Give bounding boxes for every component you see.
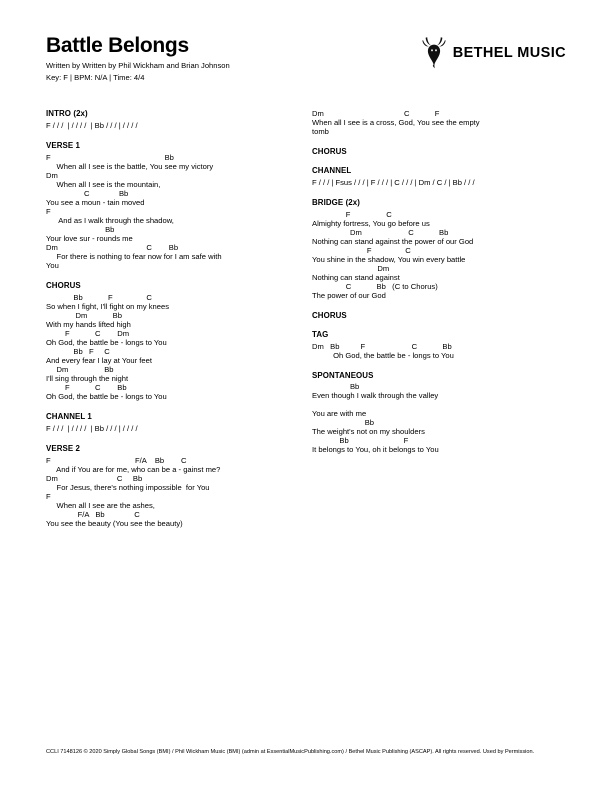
lyric-line: Oh God, the battle be - longs to You [312, 350, 454, 360]
chord-line: Dm C Bb [46, 473, 143, 483]
chord-line: Dm [46, 170, 58, 180]
chord-line: Bb [312, 418, 375, 428]
lyric-line: And if You are for me, who can be a - gainst me? [46, 464, 221, 474]
lyric-line: Even though I walk through the valley [312, 391, 439, 401]
lyric-line: Oh God, the battle be - longs to You [46, 337, 167, 347]
lyric-line: So when I fight, I'll fight on my knees [46, 301, 170, 311]
chord-line: Dm C F [312, 109, 440, 118]
section-verse-1 [46, 142, 300, 271]
section-label: INTRO (2x) [46, 109, 88, 118]
lyric-line: Oh God, the battle be - longs to You [46, 391, 167, 401]
lyric-line: The weight's not on my shoulders [312, 427, 425, 437]
lyric-line: When all I see are the ashes, [46, 500, 155, 510]
section-channel-1 [46, 413, 300, 434]
chord-line: F C Bb [46, 382, 127, 392]
deer-head-icon [421, 36, 447, 70]
chord-line: C Bb (C to Chorus) [312, 281, 438, 291]
lyric-line: You [46, 260, 59, 270]
section-tag [312, 331, 566, 361]
chord-line: Dm C Bb [312, 227, 449, 237]
bethel-music-logo [421, 30, 566, 70]
section-intro [46, 110, 300, 131]
section-verse-2-continued [312, 110, 566, 137]
chord-line: Dm Bb [46, 364, 114, 374]
chord-line: Dm Bb [46, 310, 122, 320]
section-chorus-ref-2 [312, 312, 566, 320]
section-label: CHORUS [46, 280, 81, 290]
lyric-line: With my hands lifted high [46, 319, 131, 329]
lyric-line: You see the beauty (You see the beauty) [46, 518, 183, 528]
chord-line: Bb F C [46, 346, 110, 356]
section-bridge [312, 199, 566, 301]
title-block [46, 30, 230, 83]
chord-line: F / / / | / / / / | Bb / / / | / / / / [46, 423, 138, 433]
lyric-line: And every fear I lay at Your feet [46, 355, 152, 365]
chord-line: Bb [46, 224, 115, 234]
chord-line: F / / / | Fsus / / / | F / / / | C / / / | Dm / C / | Bb / / / [312, 177, 475, 187]
chord-line: Dm Bb F C Bb [312, 341, 452, 351]
chord-line: Bb [312, 382, 360, 392]
lyric-line: When all I see is the battle, You see my victory [46, 161, 214, 171]
page-header [46, 30, 566, 94]
chord-line: F Bb [46, 152, 174, 162]
chord-line: C Bb [46, 188, 129, 198]
chord-line: F [46, 491, 51, 501]
section-label: CHORUS [312, 147, 347, 156]
lyric-line: Nothing can stand against [312, 272, 400, 282]
lyric-line: For there is nothing to fear now for I am safe with [46, 251, 222, 261]
section-label: VERSE 2 [46, 443, 81, 453]
section-chorus-ref [312, 148, 566, 156]
chord-line: F F/A Bb C [46, 455, 187, 465]
chord-line: F / / / | / / / / | Bb / / / | / / / / [46, 120, 138, 130]
chord-line: Bb F [312, 436, 409, 446]
section-spontaneous [312, 372, 566, 456]
lyric-line: You shine in the shadow, You win every battle [312, 254, 466, 264]
lyric-line: tomb [312, 127, 329, 136]
chord-chart-columns [46, 110, 566, 540]
chord-line: F C [312, 245, 411, 255]
section-label: TAG [312, 329, 329, 339]
chord-line: Bb F C [46, 292, 152, 302]
section-verse-2 [46, 445, 300, 529]
lyric-line: For Jesus, there's nothing impossible for You [46, 482, 210, 492]
section-label: SPONTANEOUS [312, 370, 374, 380]
lyric-line: The power of our God [312, 290, 386, 300]
left-column [46, 110, 300, 540]
page-title: Battle Belongs [46, 34, 189, 57]
section-label: VERSE 1 [46, 140, 81, 150]
section-label: CHANNEL 1 [46, 411, 92, 421]
chord-line: F C Dm [46, 328, 130, 338]
chord-line: F [46, 206, 51, 216]
copyright-footer: CCLI 7148126 © 2020 Simply Global Songs (BMI) / Phil Wickham Music (BMI) (admin at EssentialMusicPublishing.com) / Bethel Music Publishing (ASCAP). All rights reserved. Used by Permission. [46, 748, 535, 755]
song-writers: Written by Written by Phil Wickham and Brian Johnson [46, 61, 230, 71]
chord-line: Dm [312, 263, 390, 273]
lyric-line: Your love sur - rounds me [46, 233, 133, 243]
chord-line: F/A Bb C [46, 509, 140, 519]
section-chorus [46, 282, 300, 402]
chord-line: F C [312, 209, 392, 219]
lyric-line: Nothing can stand against the power of our God [312, 236, 474, 246]
right-column [312, 110, 566, 540]
section-label: CHANNEL [312, 165, 352, 175]
section-label: CHORUS [312, 310, 347, 320]
lyric-line: When all I see is a cross, God, You see the empty [312, 118, 480, 127]
logo-text: BETHEL MUSIC [452, 44, 566, 61]
section-label: BRIDGE (2x) [312, 197, 361, 207]
lyric-line: It belongs to You, oh it belongs to You [312, 445, 439, 455]
section-channel [312, 167, 566, 188]
chord-line: Dm C Bb [46, 242, 179, 252]
song-meta: Key: F | BPM: N/A | Time: 4/4 [46, 72, 145, 82]
lyric-line: Almighty fortress, You go before us [312, 218, 430, 228]
lyric-line: You are with me [312, 409, 367, 419]
lyric-line: You see a moun - tain moved [46, 197, 145, 207]
lyric-line: I'll sing through the night [46, 373, 129, 383]
lyric-line: And as I walk through the shadow, [46, 215, 174, 225]
lyric-line: When all I see is the mountain, [46, 179, 161, 189]
